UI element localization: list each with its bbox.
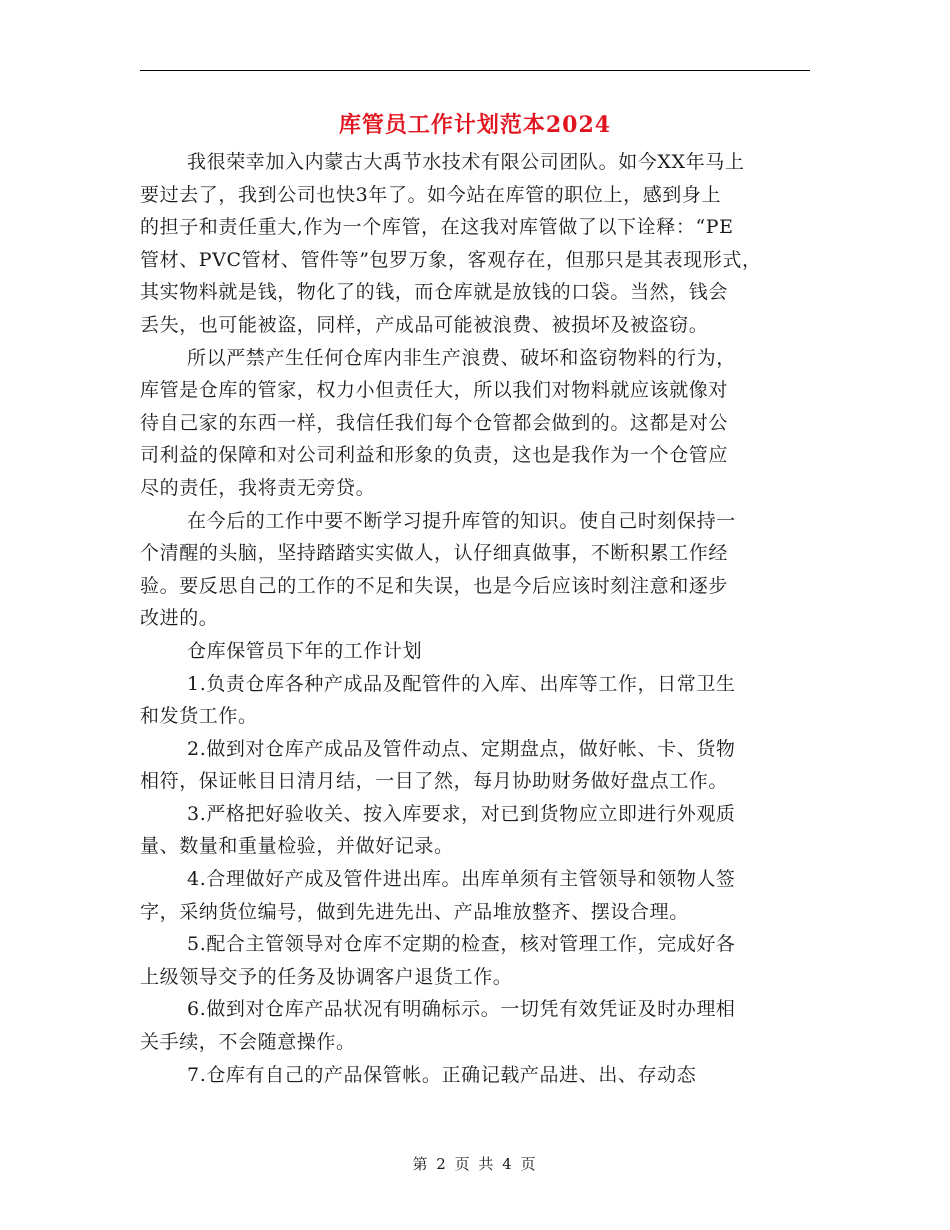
list-item: 5.配合主管领导对仓库不定期的检查，核对管理工作，完成好各 (187, 933, 736, 956)
body-line: 司利益的保障和对公司利益和形象的负责，这也是我作为一个仓管应 (140, 444, 729, 467)
body-line: 所以严禁产生任何仓库内非生产浪费、破坏和盗窃物料的行为， (187, 346, 736, 369)
body-line: 丢失，也可能被盗，同样，产成品可能被浪费、被损坏及被盗窃。 (140, 313, 709, 336)
header-rule (140, 70, 810, 71)
list-item: 7.仓库有自己的产品保管帐。正确记载产品进、出、存动态 (187, 1063, 697, 1086)
list-item: 3.严格把好验收关、按入库要求，对已到货物应立即进行外观质 (187, 802, 736, 825)
list-item-continuation: 上级领导交予的任务及协调客户退货工作。 (140, 965, 513, 988)
list-item: 6.做到对仓库产品状况有明确标示。一切凭有效凭证及时办理相 (187, 998, 736, 1021)
section-heading: 仓库保管员下年的工作计划 (187, 639, 423, 662)
list-item-continuation: 关手续，不会随意操作。 (140, 1031, 356, 1054)
list-item-continuation: 相符，保证帐目日清月结，一目了然，每月协助财务做好盘点工作。 (140, 770, 729, 793)
list-item-continuation: 字，采纳货位编号，做到先进先出、产品堆放整齐、摆设合理。 (140, 900, 689, 923)
body-line: 其实物料就是钱，物化了的钱，而仓库就是放钱的口袋。当然，钱会 (140, 281, 729, 304)
body-line: 个清醒的头脑，坚持踏踏实实做人，认仔细真做事，不断积累工作经 (140, 542, 729, 565)
page-number-footer: 第 2 页 共 4 页 (412, 1155, 538, 1173)
body-line: 的担子和责任重大,作为一个库管，在这我对库管做了以下诠释：“PE (140, 216, 734, 239)
body-line: 尽的责任，我将责无旁贷。 (140, 476, 376, 499)
body-line: 库管是仓库的管家，权力小但责任大，所以我们对物料就应该就像对 (140, 379, 729, 402)
body-line: 我很荣幸加入内蒙古大禹节水技术有限公司团队。如今XX年马上 (187, 151, 745, 173)
body-line: 验。要反思自己的工作的不足和失误，也是今后应该时刻注意和逐步 (140, 574, 729, 597)
list-item: 2.做到对仓库产成品及管件动点、定期盘点，做好帐、卡、货物 (187, 737, 736, 760)
list-item: 1.负责仓库各种产成品及配管件的入库、出库等工作，日常卫生 (187, 672, 736, 695)
list-item-continuation: 和发货工作。 (140, 705, 258, 728)
body-line: 要过去了，我到公司也快3年了。如今站在库管的职位上，感到身上 (140, 183, 722, 206)
list-item: 4.合理做好产成及管件进出库。出库单须有主管领导和领物人签 (187, 868, 736, 891)
list-item-continuation: 量、数量和重量检验，并做好记录。 (140, 835, 454, 858)
body-line: 待自己家的东西一样，我信任我们每个仓管都会做到的。这都是对公 (140, 411, 729, 434)
body-line: 管材、PVC管材、管件等”包罗万象，客观存在，但那只是其表现形式， (140, 248, 762, 271)
document-body (140, 146, 815, 1091)
document-title: 库管员工作计划范本2024 (338, 112, 612, 138)
body-line: 在今后的工作中要不断学习提升库管的知识。使自己时刻保持一 (187, 509, 736, 532)
body-line: 改进的。 (140, 607, 219, 630)
